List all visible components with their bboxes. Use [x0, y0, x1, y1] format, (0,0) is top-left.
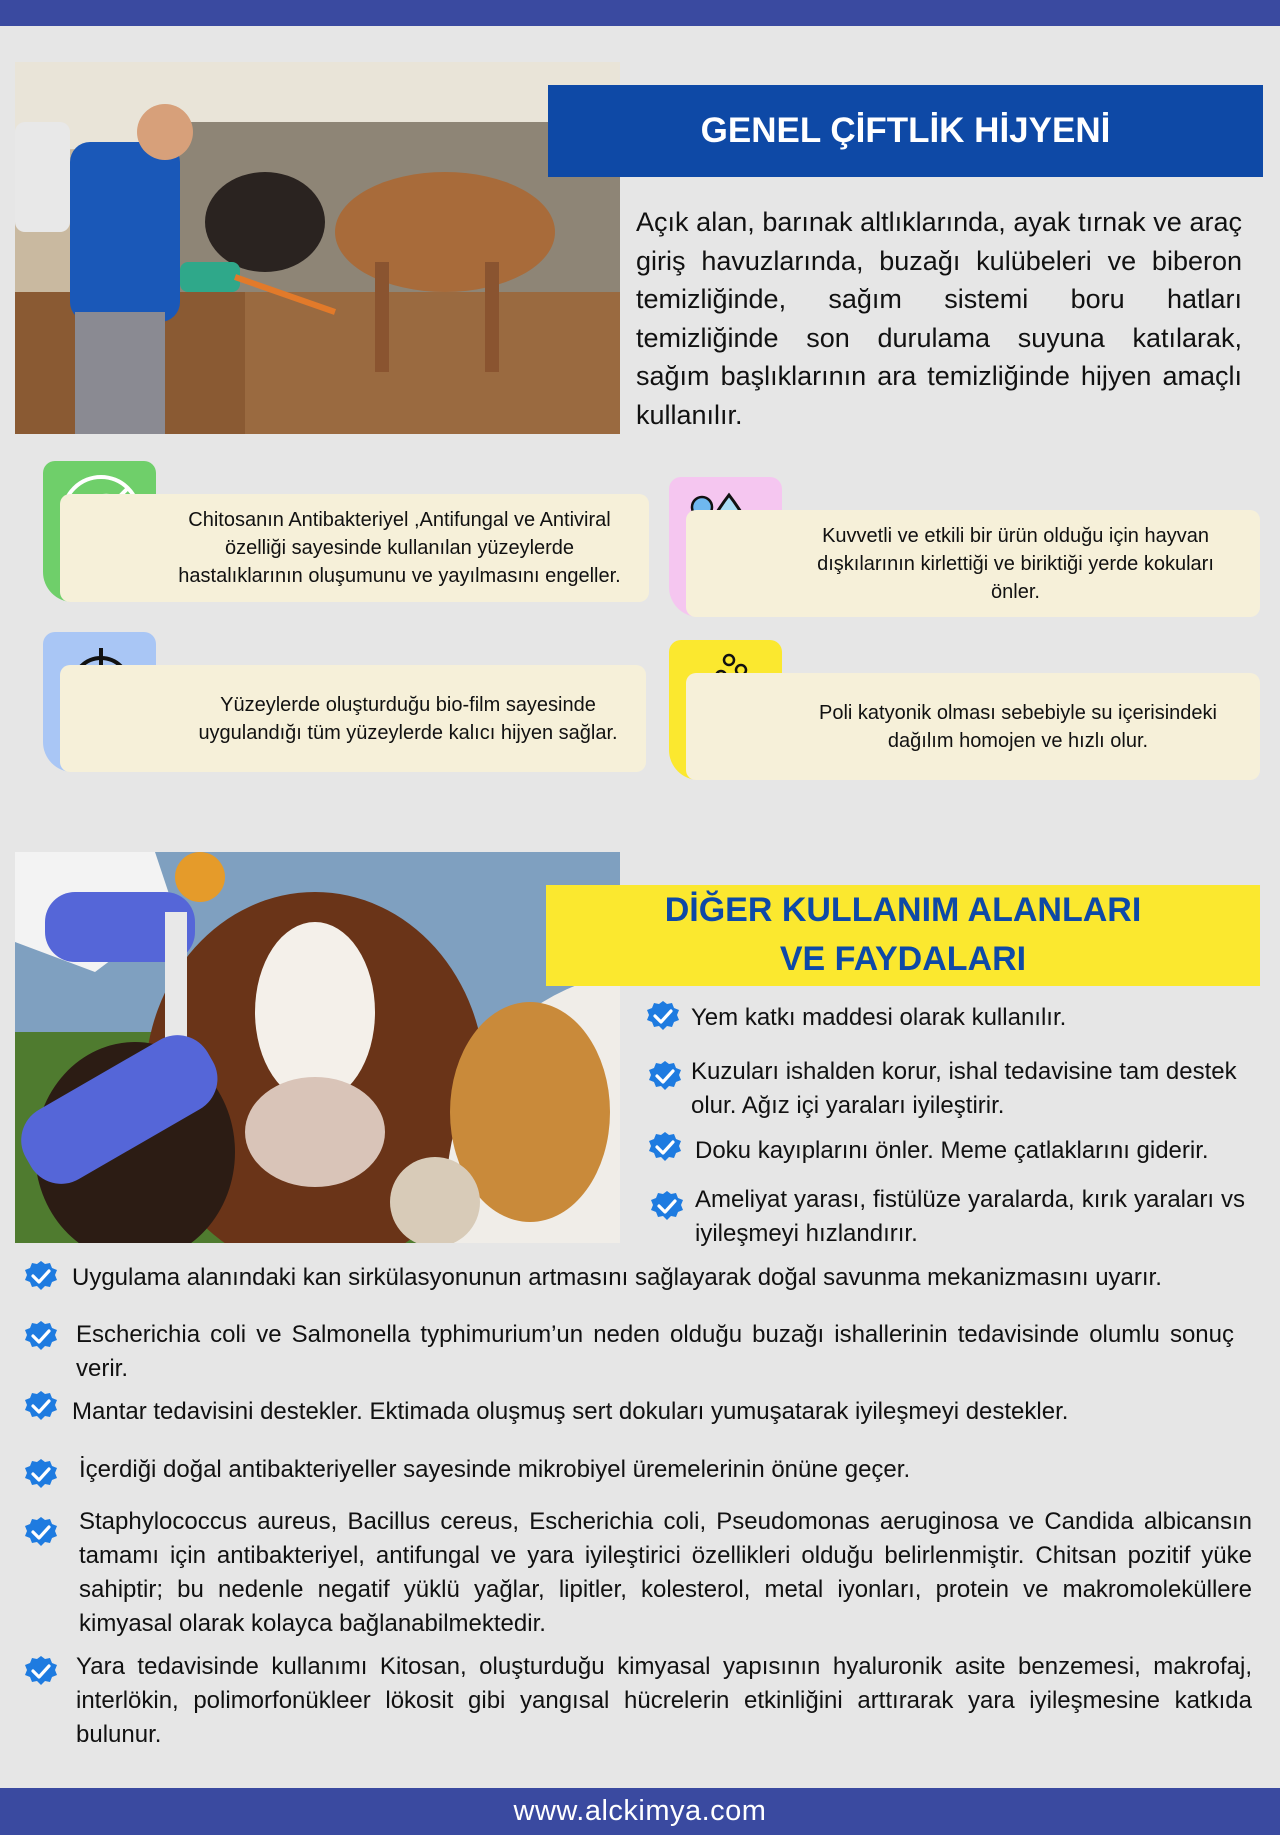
- benefit-item: Kuzuları ishalden korur, ishal tedavisine tam destek olur. Ağız içi yaraları iyileştirir.: [691, 1058, 1237, 1119]
- farm-hygiene-title: GENEL ÇİFTLİK HİJYENİ: [548, 85, 1263, 177]
- feature-card-odor: [669, 477, 1260, 617]
- top-bar: [0, 0, 1280, 26]
- check-icon: [24, 1516, 58, 1550]
- farm-hygiene-description: Açık alan, barınak altlıklarında, ayak tırnak ve araç giriş havuzlarında, buzağı kulübeleri ve biberon temizliğinde, sağım sistemi boru hatları temizliğinde son durulama suyuna katılarak, sağım başlıklarının ara temizliğinde hijyen amaçlı kullanılır.: [636, 207, 1242, 430]
- check-icon: [24, 1260, 58, 1294]
- check-icon: [24, 1655, 58, 1689]
- check-icon: [24, 1390, 58, 1424]
- feature-text-biofilm: Yüzeylerde oluşturduğu bio-film sayesinde uygulandığı tüm yüzeylerde kalıcı hijyen sağlar.: [60, 665, 646, 772]
- website-link[interactable]: www.alckimya.com: [0, 1788, 1280, 1835]
- animals-photo: [15, 852, 620, 1243]
- check-icon: [648, 1060, 682, 1094]
- benefit-item: Escherichia coli ve Salmonella typhimurium’un neden olduğu buzağı ishallerinin tedavisinde olumlu sonuç verir.: [76, 1321, 1234, 1382]
- feature-card-distribution: [669, 640, 1260, 780]
- benefit-item: Yara tedavisinde kullanımı Kitosan, oluşturduğu kimyasal yapısının hyaluronik asite benzemesi, makrofaj, interlökin, polimorfonükleer lökosit gibi yangısal hücrelerin etkinliğini arttırarak yara iyileşmesine katkıda bulunur.: [76, 1653, 1252, 1748]
- check-icon: [648, 1131, 682, 1165]
- check-icon: [24, 1320, 58, 1354]
- benefit-item: Staphylococcus aureus, Bacillus cereus, Escherichia coli, Pseudomonas aeruginosa ve Candida albicansın tamamı için antibakteriyel, antifungal ve yara iyileştirici özellikleri olduğu belirlenmiştir. Chitsan pozitif yüke sahiptir; bu nedenle negatif yüklü yağlar, lipitler, kolesterol, metal iyonları, protein ve makromoleküllere kimyasal olarak kolayca bağlanabilmektedir.: [79, 1508, 1252, 1637]
- feature-text-odor: Kuvvetli ve etkili bir ürün olduğu için hayvan dışkılarının kirlettiği ve biriktiği yerde kokuları önler.: [686, 510, 1260, 617]
- feature-card-biofilm: [43, 632, 646, 772]
- check-icon: [646, 1000, 680, 1034]
- benefit-item: Ameliyat yarası, fistülüze yaralarda, kırık yaraları vs iyileşmeyi hızlandırır.: [695, 1186, 1245, 1247]
- other-uses-title-line2: VE FAYDALARI: [779, 940, 1027, 978]
- feature-text-antibacterial: Chitosanın Antibakteriyel ,Antifungal ve Antiviral özelliği sayesinde kullanılan yüzeylerde hastalıklarının oluşumunu ve yayılmasını engeller.: [60, 494, 649, 602]
- benefit-item: Yem katkı maddesi olarak kullanılır.: [691, 1004, 1067, 1031]
- feature-text-distribution: Poli katyonik olması sebebiyle su içerisindeki dağılım homojen ve hızlı olur.: [686, 673, 1260, 780]
- farm-hygiene-photo: [15, 62, 620, 434]
- other-uses-title: [546, 885, 1260, 986]
- check-icon: [650, 1190, 684, 1224]
- benefit-item: İçerdiği doğal antibakteriyeller sayesinde mikrobiyel üremelerinin önüne geçer.: [79, 1456, 911, 1483]
- other-uses-title-line1: DİĞER KULLANIM ALANLARI: [664, 891, 1142, 929]
- feature-card-antibacterial: [43, 461, 649, 602]
- benefit-item: Mantar tedavisini destekler. Ektimada oluşmuş sert dokuları yumuşatarak iyileşmeyi destekler.: [72, 1398, 1069, 1425]
- check-icon: [24, 1458, 58, 1492]
- benefit-item: Uygulama alanındaki kan sirkülasyonunun artmasını sağlayarak doğal savunma mekanizmasını uyarır.: [72, 1264, 1162, 1291]
- benefit-item: Doku kayıplarını önler. Meme çatlaklarını giderir.: [695, 1137, 1209, 1164]
